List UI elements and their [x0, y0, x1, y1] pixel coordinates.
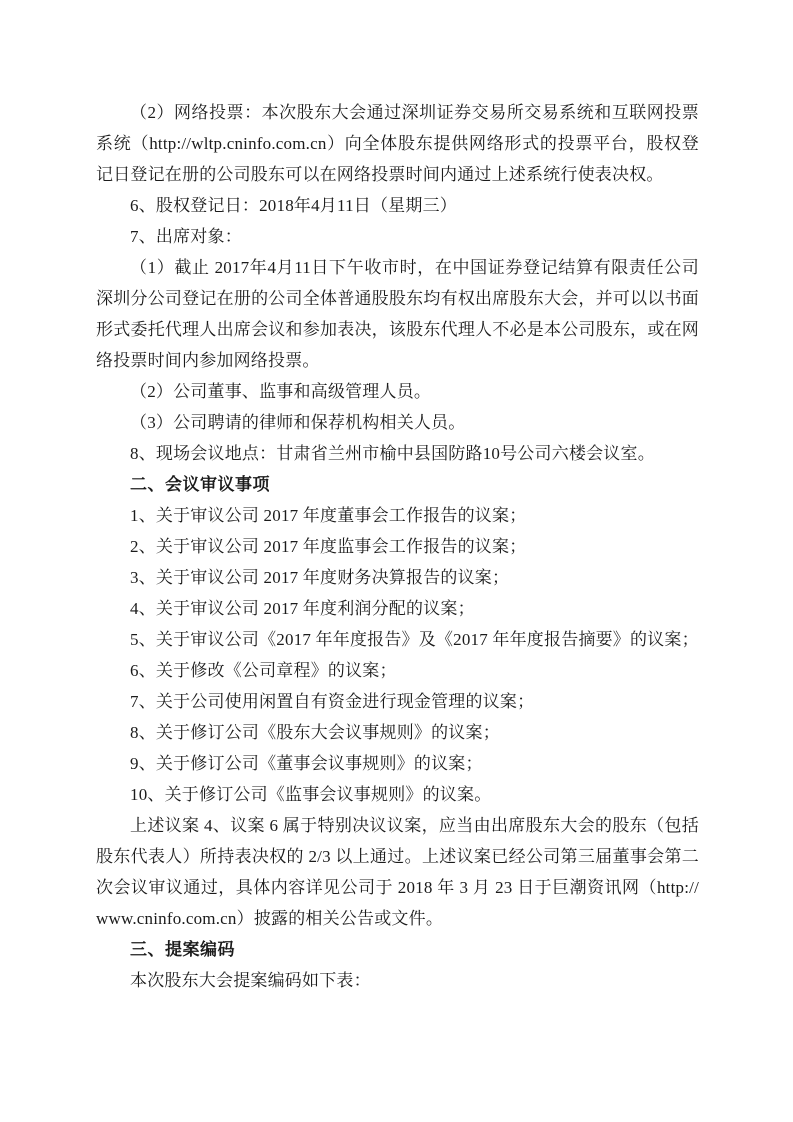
para-attendee-shareholders: （1）截止 2017年4月11日下午收市时，在中国证券登记结算有限责任公司深圳分公司登记在册的公司全体普通股股东均有权出席股东大会，并可以以书面形式委托代理人出席会议和参加表决，该股东代理人不必是本公司股东，或在网络投票时间内参加网络投票。 [96, 258, 699, 370]
agenda-item-2: 2、关于审议公司 2017 年度监事会工作报告的议案； [130, 537, 527, 556]
para-network-voting: （2）网络投票：本次股东大会通过深圳证券交易所交易系统和互联网投票系统（http://wltp.cninfo.com.cn）向全体股东提供网络形式的投票平台，股权登记日登记在册的公司股东可以在网络投票时间内通过上述系统行使表决权。 [96, 103, 699, 184]
heading-proposal-codes: 三、提案编码 [130, 940, 235, 959]
agenda-item-10: 10、关于修订公司《监事会议事规则》的议案。 [130, 785, 492, 804]
para-proposal-codes-intro: 本次股东大会提案编码如下表： [130, 971, 371, 990]
agenda-item-4: 4、关于审议公司 2017 年度利润分配的议案； [130, 599, 475, 618]
agenda-item-9: 9、关于修订公司《董事会议事规则》的议案； [130, 754, 483, 773]
item-venue: 8、现场会议地点：甘肃省兰州市榆中县国防路10号公司六楼会议室。 [130, 444, 655, 463]
agenda-item-3: 3、关于审议公司 2017 年度财务决算报告的议案； [130, 568, 510, 587]
agenda-item-5: 5、关于审议公司《2017 年年度报告》及《2017 年年度报告摘要》的议案； [130, 630, 699, 649]
para-special-resolution: 上述议案 4、议案 6 属于特别决议议案，应当由出席股东大会的股东（包括股东代表人）所持表决权的 2/3 以上通过。上述议案已经公司第三届董事会第二次会议审议通过，具体内容详见公司于 2018 年 3 月 23 日于巨潮资讯网（http://www.cninfo.com.cn）披露的相关公告或文件。 [96, 816, 699, 928]
heading-meeting-agenda: 二、会议审议事项 [130, 475, 270, 494]
item-attendees: 7、出席对象： [130, 227, 242, 246]
agenda-item-6: 6、关于修改《公司章程》的议案； [130, 661, 397, 680]
agenda-item-1: 1、关于审议公司 2017 年度董事会工作报告的议案； [130, 506, 527, 525]
para-attendee-directors: （2）公司董事、监事和高级管理人员。 [130, 382, 432, 401]
agenda-item-8: 8、关于修订公司《股东大会议事规则》的议案； [130, 723, 500, 742]
para-attendee-lawyers: （3）公司聘请的律师和保荐机构相关人员。 [130, 413, 466, 432]
item-record-date: 6、股权登记日：2018年4月11日（星期三） [130, 196, 457, 215]
agenda-item-7: 7、关于公司使用闲置自有资金进行现金管理的议案； [130, 692, 535, 711]
